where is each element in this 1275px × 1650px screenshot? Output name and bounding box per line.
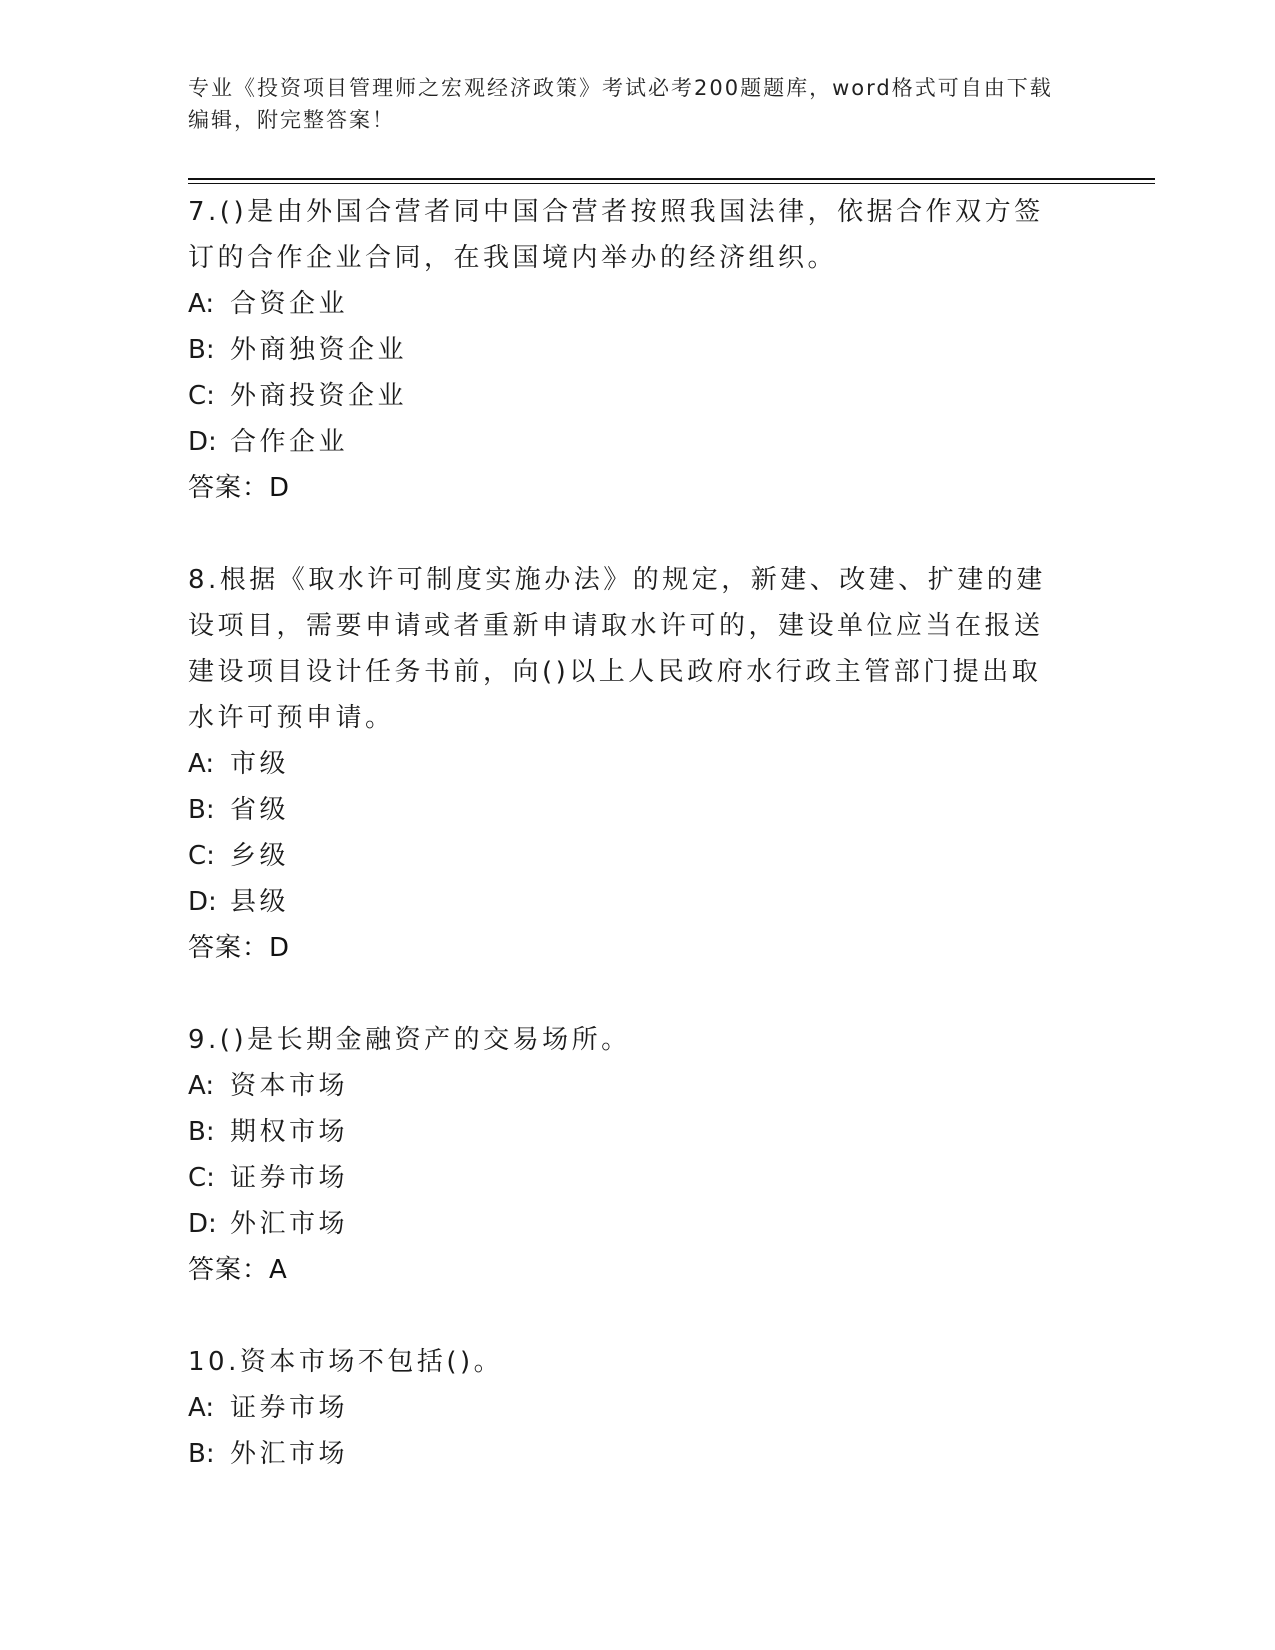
option-text: 省级	[230, 795, 290, 825]
option-text: 外商投资企业	[230, 381, 408, 411]
option-key: A:	[188, 749, 215, 779]
option-c	[188, 373, 1068, 419]
option-c	[188, 1155, 1068, 1201]
option-text: 合资企业	[230, 289, 349, 319]
option-key: C:	[188, 381, 215, 411]
option-key: A:	[188, 1393, 215, 1423]
document-header: 专业《投资项目管理师之宏观经济政策》考试必考200题题库，word格式可自由下载编辑，附完整答案！	[188, 76, 1053, 132]
option-b	[188, 787, 1068, 833]
option-key: D:	[188, 1209, 217, 1239]
option-key: B:	[188, 1439, 215, 1469]
option-text: 外汇市场	[230, 1439, 349, 1469]
option-key: B:	[188, 1117, 215, 1147]
option-b	[188, 1109, 1068, 1155]
option-text: 期权市场	[230, 1117, 349, 1147]
option-d	[188, 879, 1068, 925]
header-rule-thick	[188, 178, 1155, 180]
option-text: 外商独资企业	[230, 335, 408, 365]
option-b	[188, 327, 1068, 373]
option-text: 外汇市场	[230, 1209, 349, 1239]
question-10	[188, 1339, 1068, 1477]
answer-line: 答案：A	[188, 1255, 288, 1285]
option-key: A:	[188, 289, 215, 319]
answer-line: 答案：D	[188, 473, 291, 503]
option-text: 证券市场	[230, 1163, 349, 1193]
option-text: 证券市场	[230, 1393, 349, 1423]
option-text: 县级	[230, 887, 290, 917]
option-key: B:	[188, 795, 215, 825]
option-key: B:	[188, 335, 215, 365]
answer-line: 答案：D	[188, 933, 291, 963]
option-b	[188, 1431, 1068, 1477]
option-a	[188, 1385, 1068, 1431]
option-a	[188, 1063, 1068, 1109]
option-key: C:	[188, 841, 215, 871]
question-text: 9.()是长期金融资产的交易场所。	[188, 1025, 631, 1055]
option-text: 乡级	[230, 841, 290, 871]
question-8	[188, 557, 1068, 971]
option-d	[188, 1201, 1068, 1247]
question-text: 7.()是由外国合营者同中国合营者按照我国法律，依据合作双方签订的合作企业合同，在我国境内举办的经济组织。	[188, 197, 1044, 273]
option-text: 合作企业	[230, 427, 349, 457]
option-key: A:	[188, 1071, 215, 1101]
option-key: C:	[188, 1163, 215, 1193]
option-key: D:	[188, 427, 217, 457]
option-text: 资本市场	[230, 1071, 349, 1101]
option-text: 市级	[230, 749, 290, 779]
option-c	[188, 833, 1068, 879]
option-a	[188, 281, 1068, 327]
question-9	[188, 1017, 1068, 1293]
question-list	[188, 189, 1068, 1523]
question-7	[188, 189, 1068, 511]
header-rule-thin	[188, 183, 1155, 184]
option-d	[188, 419, 1068, 465]
question-text: 8.根据《取水许可制度实施办法》的规定，新建、改建、扩建的建设项目，需要申请或者重新申请取水许可的，建设单位应当在报送建设项目设计任务书前，向()以上人民政府水行政主管部门提出取水许可预申请。	[188, 565, 1046, 733]
option-a	[188, 741, 1068, 787]
question-text: 10.资本市场不包括()。	[188, 1347, 504, 1377]
option-key: D:	[188, 887, 217, 917]
